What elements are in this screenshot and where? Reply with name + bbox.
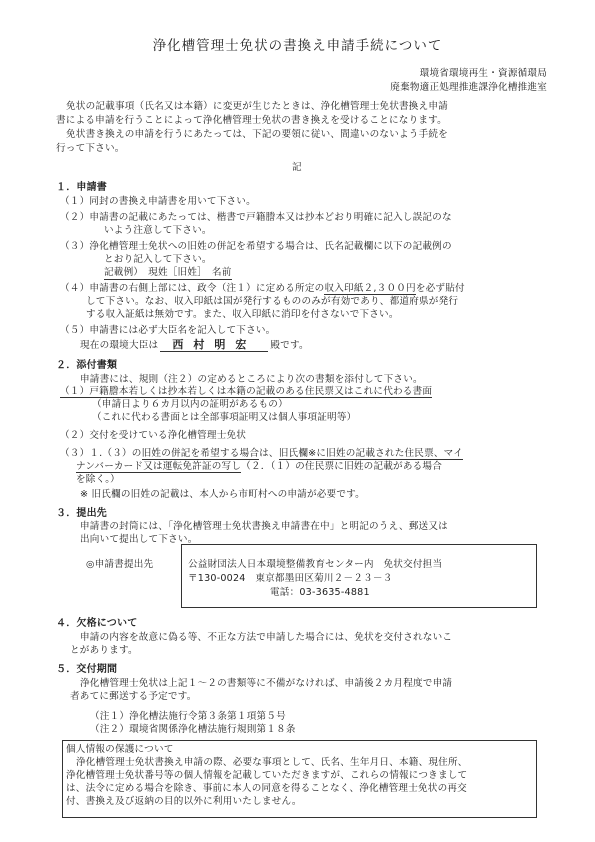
s4-line-1: 申請の内容を故意に偽る等、不正な方法で申請した場合には、免状を交付されないこ [80, 632, 453, 643]
privacy-line-4: 付、書換え及び返納の目的以外に利用いたしません。 [66, 796, 302, 807]
s2-item-3b-post: （２．（１）の住民票に旧姓の記載がある場合 [241, 461, 443, 472]
intro-line-3: 免状書き換えの申請を行うにあたっては、下記の要領に従い、間違いのないよう手続を [66, 129, 448, 140]
ki-label: 記 [292, 162, 302, 173]
footnote-2: （注２）環境省関係浄化槽法施行規則第１８条 [90, 724, 296, 735]
section-4-heading: ４．欠格について [56, 618, 138, 629]
submission-org: 公益財団法人日本環境整備教育センター内 免状交付担当 [188, 559, 443, 570]
privacy-title: 個人情報の保護について [66, 744, 174, 755]
s2-item-3b-ul: ナンバーカード又は運転免許証の写し [76, 461, 242, 472]
s2-item-1a [60, 386, 432, 398]
s1-item-2b: いよう注意して下さい。 [104, 225, 212, 236]
intro-line-4: 行って下さい。 [56, 143, 125, 154]
s3-line-2: 出向いて提出して下さい。 [80, 534, 198, 545]
s1-item-5b-pre: 現在の環境大臣は [80, 340, 159, 351]
privacy-line-3: は、法令に定める場合を除き、事前に本人の同意を得ることなく、浄化槽管理士免状の再交 [66, 783, 467, 794]
s2-lead: 申請書には、規則（注２）の定めるところにより次の書類を添付して下さい。 [80, 374, 423, 385]
s1-item-1: （１）同封の書換え申請書を用いて下さい。 [60, 196, 256, 207]
section-5-heading: ５．交付期間 [56, 664, 118, 675]
s1-item-2a: （２）申請書の記載にあたっては、楷書で戸籍謄本又は抄本どおり明確に記入し誤記のな [60, 212, 452, 223]
s1-item-5a: （５）申請書には必ず大臣名を記入して下さい。 [60, 325, 276, 336]
s1-example: 記載例） 現姓［旧姓］ 名前 [104, 267, 232, 278]
submission-phone: 電話：03-3635-4881 [270, 587, 370, 598]
submission-label: ◎申請書提出先 [86, 559, 154, 570]
revenue-stamp-amount: 収入印紙２,３００円 [324, 283, 416, 294]
intro-line-2: 書による申請を行うことによって浄化槽管理士免状の書き換えを受けることになります。 [56, 115, 447, 126]
s2-item-3b [76, 461, 442, 473]
s1-item-5b [80, 339, 309, 352]
s1-item-4c: する収入証紙は無効です。また、収入印紙に消印を付さないで下さい。 [86, 309, 399, 320]
submission-address: 〒130-0024 東京都墨田区菊川２－２３－３ [188, 573, 393, 584]
section-1-heading: １．申請書 [56, 182, 107, 193]
minister-name: 西村明宏 [160, 339, 268, 352]
page-title: 浄化槽管理士免状の書換え申請手続について [152, 38, 443, 54]
s2-item-1a-text: （１）戸籍謄本若しくは抄本若しくは本籍の記載のある住民票又はこれに代わる書面 [60, 386, 433, 397]
issuer-line-1: 環境省環境再生・資源循環局 [419, 68, 547, 79]
s2-item-3a-pre: （３）１.（３）の [60, 448, 142, 459]
s2-item-3a-ul1: 旧姓の併記を希望する場合 [141, 448, 260, 459]
s2-item-1c: （これに代わる書面とは全部事項証明又は個人事項証明等） [92, 412, 357, 423]
privacy-line-1: 浄化槽管理士免状書換え申請の際、必要な事項として、氏名、生年月日、本籍、現住所、 [76, 757, 468, 768]
s1-item-5b-post: 殿です。 [270, 340, 309, 351]
issuer-line-2: 廃棄物適正処理推進課浄化槽推進室 [390, 82, 547, 93]
s5-line-1: 浄化槽管理士免状は上記１～２の書類等に不備がなければ、申請後２カ月程度で申請 [80, 678, 453, 689]
s1-item-4a [60, 283, 465, 295]
s3-line-1: 申請書の封筒には、「浄化槽管理士免状書換え申請書在中」と明記のうえ、郵送又は [80, 521, 448, 532]
s2-item-3a [60, 448, 463, 460]
s4-line-2: とがあります。 [70, 645, 138, 656]
s1-item-3a: （３）浄化槽管理士免状への旧姓の併記を希望する場合は、氏名記載欄に以下の記載例の [60, 241, 452, 252]
s5-line-2: 者あてに郵送する予定です。 [70, 691, 197, 702]
footnote-1: （注１）浄化槽法施行令第３条第１項第５号 [90, 711, 286, 722]
s2-item-2: （２）交付を受けている浄化槽管理士免状 [60, 430, 247, 441]
s1-item-3b: とおり記入して下さい。 [104, 254, 212, 265]
s1-item-4b: して下さい。なお、収入印紙は国が発行するもののみが有効であり、都道府県が発行 [86, 296, 459, 307]
s2-item-3a-mid: は、 [259, 448, 279, 459]
s2-item-3a-ul2: 旧氏欄※に旧姓の記載された住民票、マイ [278, 448, 464, 459]
intro-line-1: 免状の記載事項（氏名又は本籍）に変更が生じたときは、浄化槽管理士免状書換え申請 [66, 101, 448, 112]
s1-item-4a-post: を必ず貼付 [415, 283, 465, 294]
section-3-heading: ３．提出先 [56, 508, 107, 519]
section-2-heading: ２．添付書類 [56, 360, 118, 371]
s2-item-1b: （申請日より６カ月以内の証明があるもの） [92, 399, 288, 410]
s1-item-4a-pre: （４）申請書の右側上部には、政令（注１）に定める所定の [60, 283, 325, 294]
privacy-line-2: 浄化槽管理士免状番号等の個人情報を記載していただきますが、これらの情報につきまして [66, 770, 468, 781]
s2-item-3c: を除く。） [76, 474, 120, 485]
s2-note: ※ 旧氏欄の旧姓の記載は、本人から市町村への申請が必要です。 [80, 489, 365, 500]
